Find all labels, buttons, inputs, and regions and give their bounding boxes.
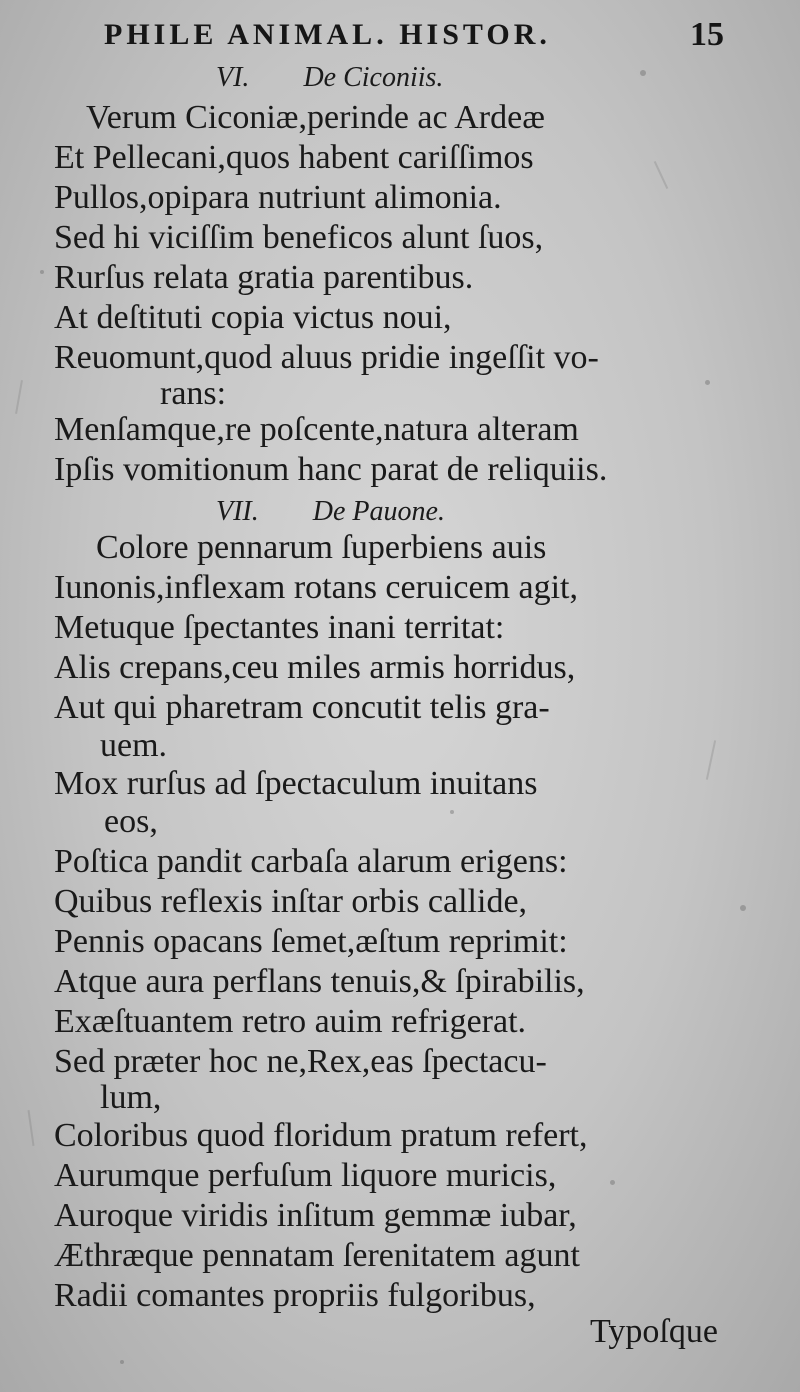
verse-line: Et Pellecani,quos habent cariſſimos: [54, 139, 534, 176]
verse-line: Ipſis vomitionum hanc parat de reliquiis.: [54, 451, 608, 488]
verse-line: Coloribus quod floridum pratum refert,: [54, 1117, 588, 1154]
section-numeral: VI.: [216, 62, 250, 93]
verse-line: Pennis opacans ſemet,æſtum reprimit:: [54, 923, 568, 960]
paper-mark: [15, 380, 23, 414]
section-numeral: VII.: [216, 496, 259, 527]
verse-line: Quibus reflexis inſtar orbis callide,: [54, 883, 528, 920]
verse-line: Aurumque perfuſum liquore muricis,: [54, 1157, 557, 1194]
verse-line-turnover: lum,: [100, 1079, 162, 1116]
verse-line: At deſtituti copia victus noui,: [54, 299, 452, 336]
verse-line: Verum Ciconiæ,perinde ac Ardeæ: [86, 99, 545, 136]
paper-mark: [28, 1110, 35, 1146]
verse-line: Alis crepans,ceu miles armis horridus,: [54, 649, 576, 686]
verse-line: Aut qui pharetram concutit telis gra-: [54, 689, 550, 726]
running-head: PHILE ANIMAL. HISTOR.: [104, 18, 551, 51]
paper-speck: [450, 810, 454, 814]
catchword: Typoſque: [590, 1313, 718, 1350]
verse-line: Pullos,opipara nutriunt alimonia.: [54, 179, 502, 216]
section-title: De Pauone.: [312, 496, 445, 527]
section-heading-vii: [216, 492, 445, 532]
verse-line: Auroque viridis inſitum gemmæ iubar,: [54, 1197, 577, 1234]
verse-line-turnover: rans:: [160, 375, 227, 412]
verse-line-turnover: eos,: [104, 803, 158, 840]
verse-line: Colore pennarum ſuperbiens auis: [96, 529, 547, 566]
verse-line: Rurſus relata gratia parentibus.: [54, 259, 474, 296]
paper-speck: [610, 1180, 615, 1185]
verse-line: Radii comantes propriis fulgoribus,: [54, 1277, 536, 1314]
verse-line: Sed hi viciſſim beneficos alunt ſuos,: [54, 219, 544, 256]
page-header: [0, 14, 800, 60]
verse-line: Mox rurſus ad ſpectaculum inuitans: [54, 765, 538, 802]
paper-speck: [640, 70, 646, 76]
section-heading-vi: [216, 58, 443, 98]
paper-mark: [706, 740, 716, 780]
paper-speck: [705, 380, 710, 385]
verse-line: Exæſtuantem retro auim refrigerat.: [54, 1003, 527, 1040]
page-number: 15: [690, 16, 724, 53]
verse-line: Sed præter hoc ne,Rex,eas ſpectacu-: [54, 1043, 547, 1080]
paper-speck: [120, 1360, 124, 1364]
verse-line: Æthræque pennatam ſerenitatem agunt: [54, 1237, 580, 1274]
paper-speck: [40, 270, 44, 274]
verse-line: Poſtica pandit carbaſa alarum erigens:: [54, 843, 568, 880]
verse-line: Menſamque,re poſcente,natura alteram: [54, 411, 579, 448]
verse-line: Atque aura perflans tenuis,& ſpirabilis,: [54, 963, 585, 1000]
verse-line: Metuque ſpectantes inani territat:: [54, 609, 505, 646]
paper-speck: [740, 905, 746, 911]
verse-line-turnover: uem.: [100, 727, 168, 764]
paper-mark: [654, 161, 668, 189]
verse-line: Reuomunt,quod aluus pridie ingeſſit vo-: [54, 339, 599, 376]
section-title: De Ciconiis.: [303, 62, 444, 93]
verse-line: Iunonis,inflexam rotans ceruicem agit,: [54, 569, 578, 606]
